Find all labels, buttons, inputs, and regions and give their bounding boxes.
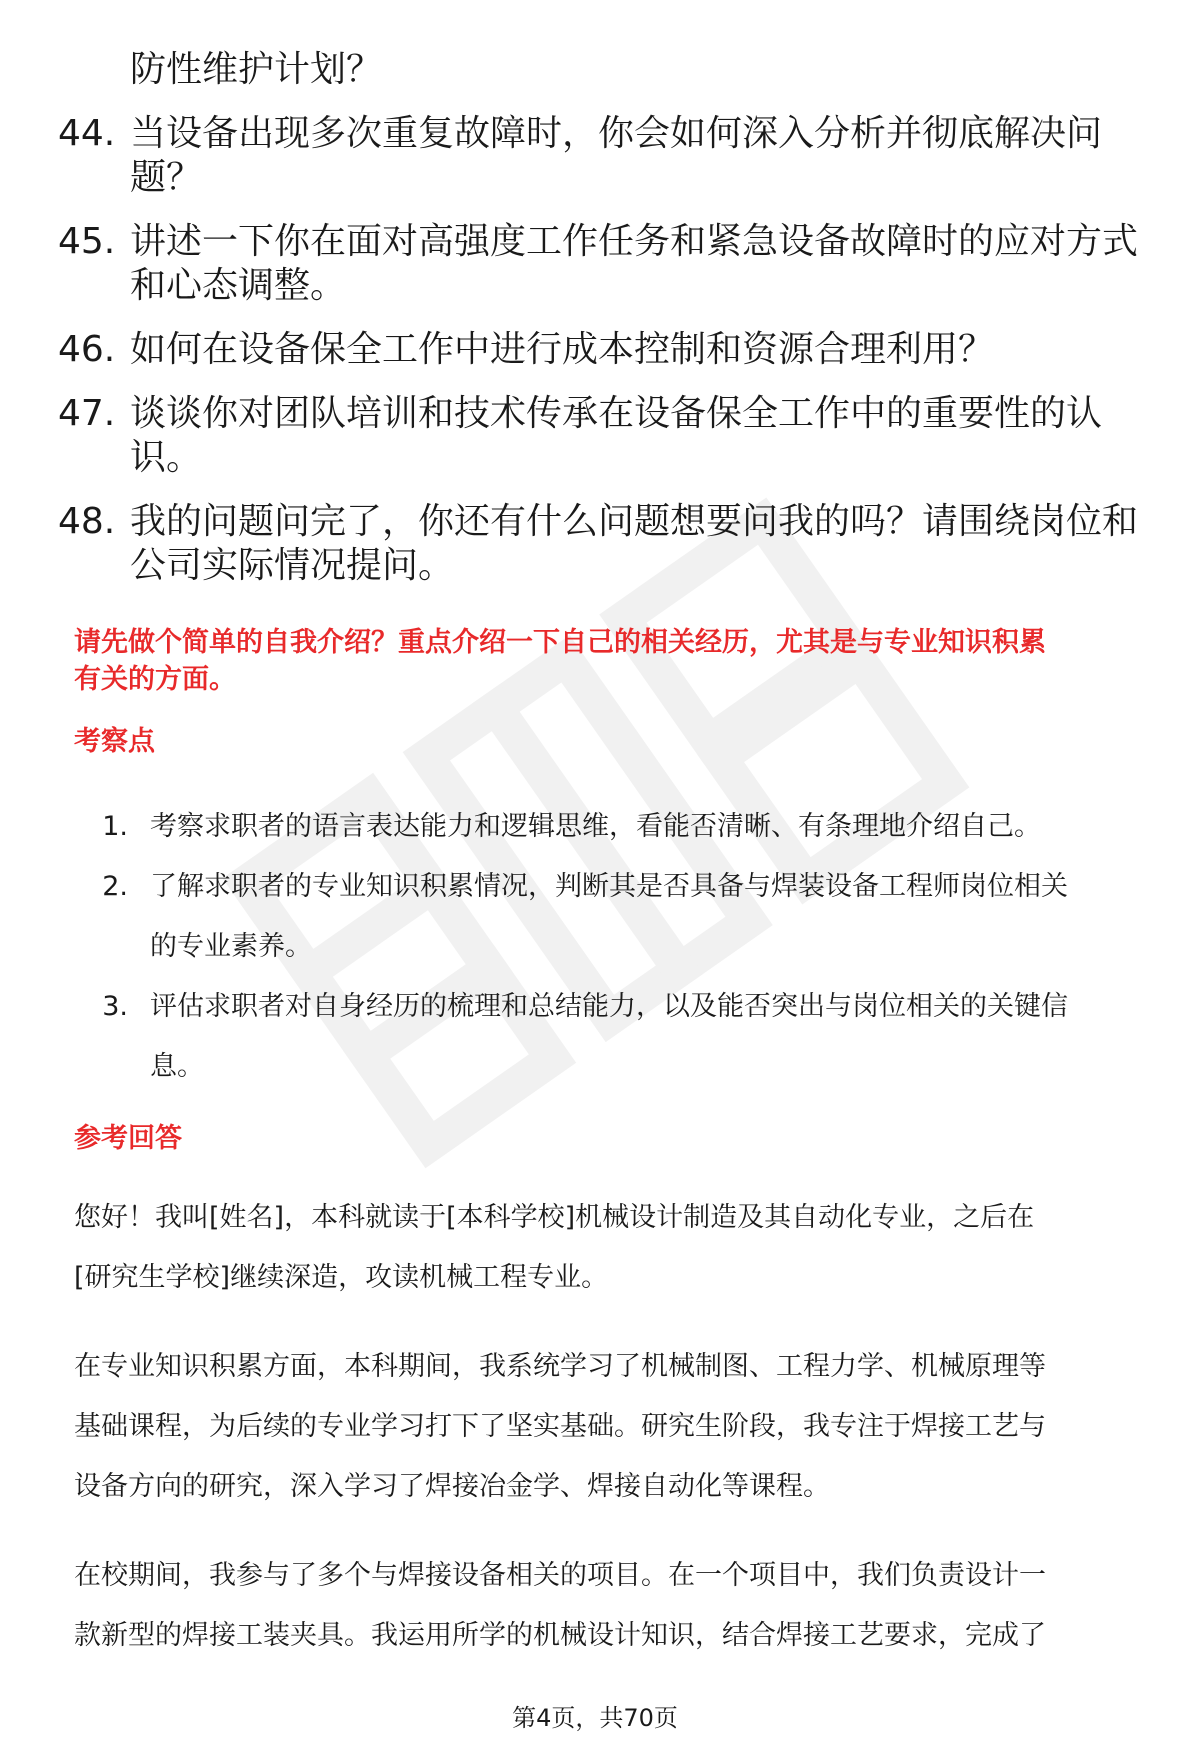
point-line: 的专业素养。: [150, 931, 312, 962]
question-number: 44.: [58, 113, 116, 154]
question-number: 48.: [58, 501, 116, 542]
point-text: [150, 857, 1164, 977]
kaocha-point: [74, 857, 1164, 977]
question-item: [58, 392, 1148, 480]
question-text: [130, 112, 1148, 200]
point-text: [150, 797, 1164, 857]
question-line: 公司实际情况提问。: [130, 545, 455, 586]
question-line: 谈谈你对团队培训和技术传承在设备保全工作中的重要性的认: [130, 393, 1103, 434]
answer-paragraph: [74, 1546, 1164, 1666]
question-item: [58, 500, 1148, 588]
answer-paragraph: [74, 1188, 1164, 1308]
question-list: [58, 48, 1148, 608]
answer-line: 在校期间，我参与了多个与焊接设备相关的项目。在一个项目中，我们负责设计一: [74, 1560, 1046, 1591]
question-heading: [74, 624, 1164, 698]
answer-line: 在专业知识积累方面，本科期间，我系统学习了机械制图、工程力学、机械原理等: [74, 1351, 1046, 1382]
answer-line: 款新型的焊接工装夹具。我运用所学的机械设计知识，结合焊接工艺要求，完成了: [74, 1620, 1046, 1651]
question-line: 和心态调整。: [130, 265, 347, 306]
page-number-footer: 第4页，共70页: [512, 1704, 678, 1732]
question-continuation: 防性维护计划？: [130, 49, 383, 90]
section-label-cankao: 参考回答: [74, 1123, 182, 1154]
reference-answer: [74, 1188, 1164, 1695]
point-text: [150, 977, 1164, 1097]
kaocha-point: [74, 977, 1164, 1097]
point-number: 2.: [102, 871, 128, 902]
point-line: 评估求职者对自身经历的梳理和总结能力，以及能否突出与岗位相关的关键信: [150, 991, 1068, 1022]
answer-line: 设备方向的研究，深入学习了焊接冶金学、焊接自动化等课程。: [74, 1471, 830, 1502]
answer-line: [研究生学校]继续深造，攻读机械工程专业。: [74, 1262, 609, 1293]
kaocha-points: [74, 797, 1164, 1097]
heading-line: 请先做个简单的自我介绍？重点介绍一下自己的相关经历，尤其是与专业知识积累: [74, 627, 1046, 658]
answer-line: 您好！我叫[姓名]，本科就读于[本科学校]机械设计制造及其自动化专业，之后在: [74, 1202, 1035, 1233]
question-item: [58, 328, 1148, 372]
point-line: 了解求职者的专业知识积累情况，判断其是否具备与焊装设备工程师岗位相关: [150, 871, 1068, 902]
kaocha-point: [74, 797, 1164, 857]
answer-paragraph: [74, 1337, 1164, 1517]
point-line: 考察求职者的语言表达能力和逻辑思维，看能否清晰、有条理地介绍自己。: [150, 811, 1041, 842]
question-item: [58, 220, 1148, 308]
point-line: 息。: [150, 1051, 204, 1082]
question-line: 题？: [130, 157, 203, 198]
heading-line: 有关的方面。: [74, 664, 236, 695]
answer-line: 基础课程，为后续的专业学习打下了坚实基础。研究生阶段，我专注于焊接工艺与: [74, 1411, 1046, 1442]
question-line: 识。: [130, 437, 203, 478]
question-line: 我的问题问完了，你还有什么问题想要问我的吗？请围绕岗位和: [130, 501, 1139, 542]
question-number: 46.: [58, 329, 116, 370]
question-item: [58, 112, 1148, 200]
question-line: 讲述一下你在面对高强度工作任务和紧急设备故障时的应对方式: [130, 221, 1139, 262]
question-text: [130, 220, 1148, 308]
question-line: 如何在设备保全工作中进行成本控制和资源合理利用？: [130, 329, 995, 370]
point-number: 3.: [102, 991, 128, 1022]
question-text: [130, 500, 1148, 588]
question-line: 当设备出现多次重复故障时，你会如何深入分析并彻底解决问: [130, 113, 1103, 154]
question-text: [130, 328, 1148, 372]
question-text: [130, 392, 1148, 480]
section-label-kaocha: 考察点: [74, 726, 155, 757]
question-number: 47.: [58, 393, 116, 434]
question-number: 45.: [58, 221, 116, 262]
point-number: 1.: [102, 811, 128, 842]
